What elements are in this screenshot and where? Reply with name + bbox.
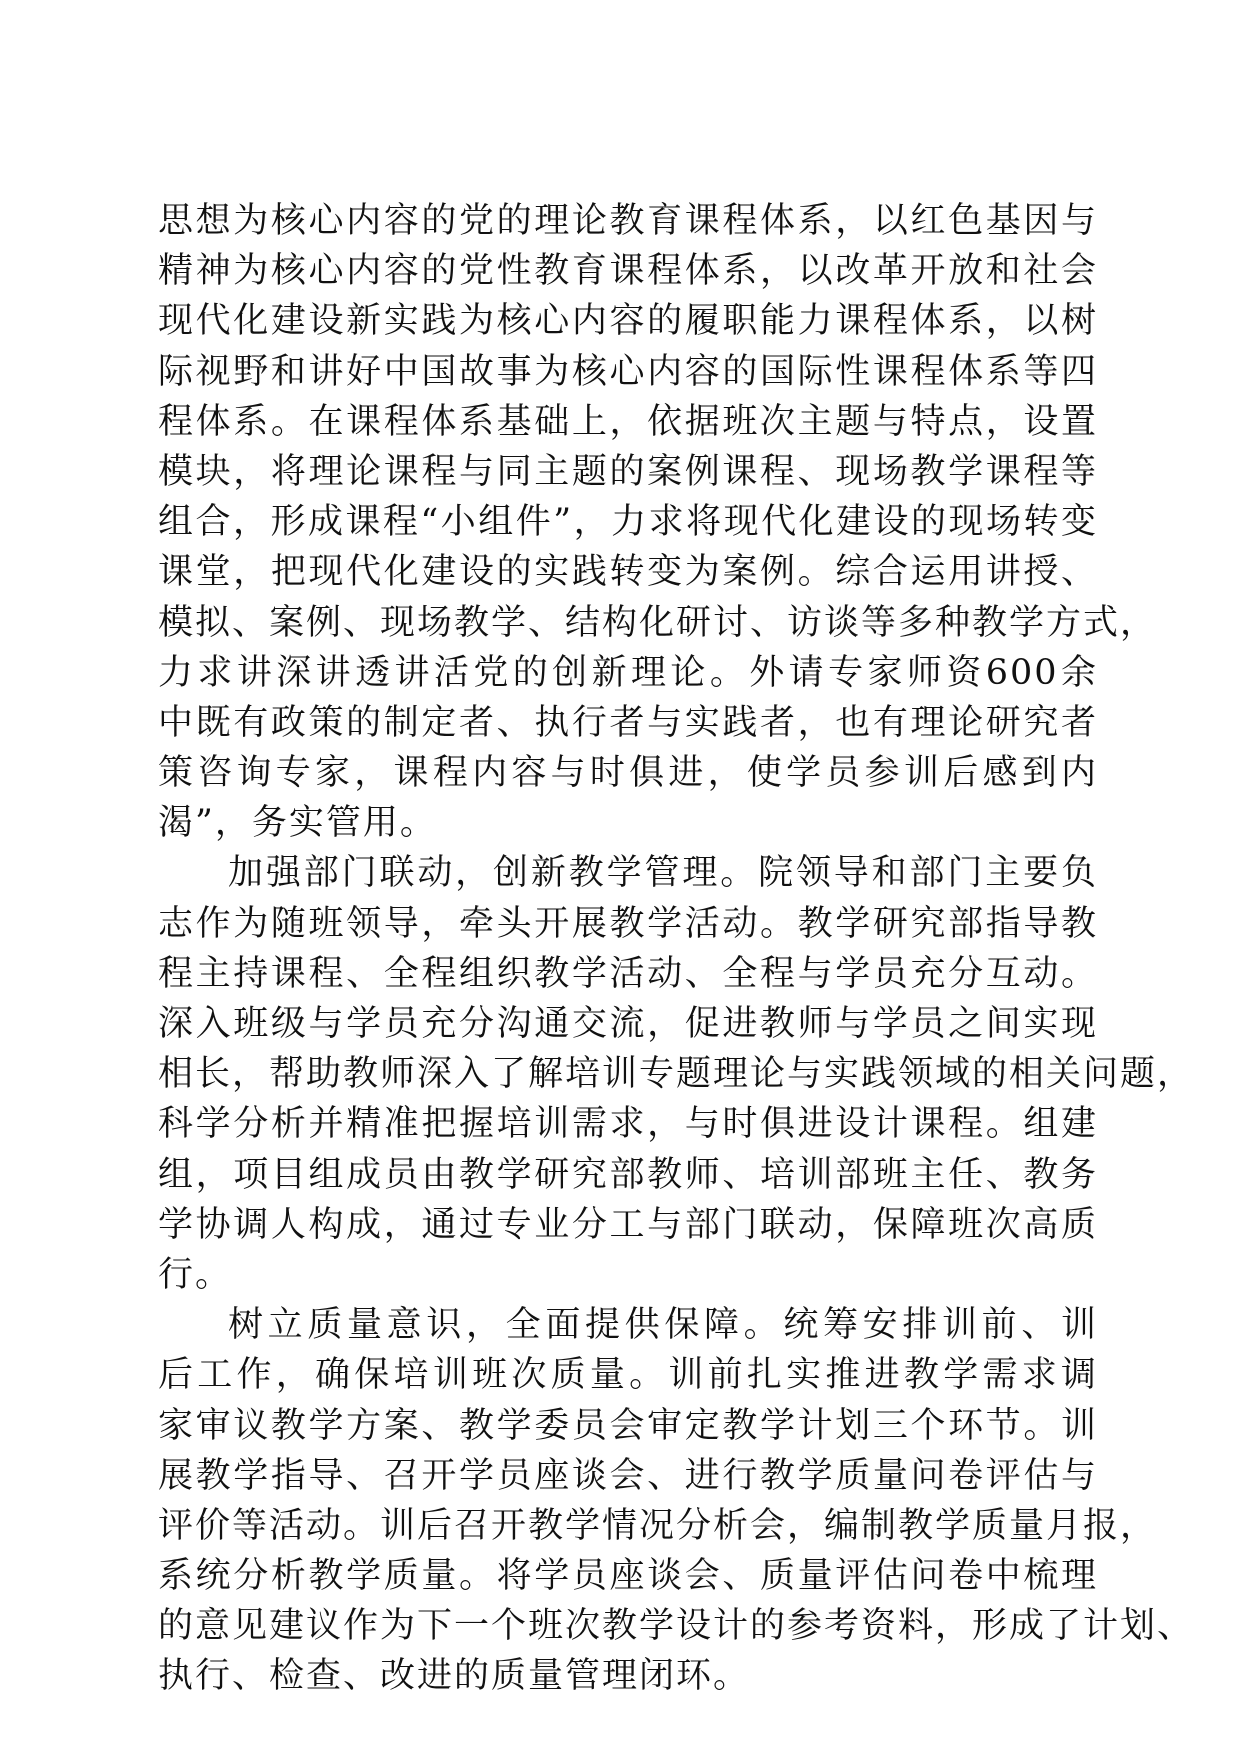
text-line: 组，项目组成员由教学研究部教师、培训部班主任、教务 [158, 1154, 1098, 1195]
text-line: 志作为随班领导，牵头开展教学活动。教学研究部指导教 [158, 903, 1098, 944]
text-line: 程主持课程、全程组织教学活动、全程与学员充分互动。 [158, 953, 1098, 994]
text-line: 组合，形成课程“小组件”，力求将现代化建设的现场转变 [158, 502, 1098, 543]
text-line: 的意见建议作为下一个班次教学设计的参考资料，形成了计划、 [158, 1606, 1195, 1647]
text-line: 模块，将理论课程与同主题的案例课程、现场教学课程等 [158, 451, 1098, 492]
paragraph-2 [158, 848, 1195, 1300]
text-line: 加强部门联动，创新教学管理。院领导和部门主要负 [228, 853, 1098, 894]
text-line: 家审议教学方案、教学委员会审定教学计划三个环节。训 [158, 1405, 1098, 1446]
text-line: 行。 [158, 1254, 233, 1295]
paragraph-3 [158, 1300, 1195, 1702]
text-line: 科学分析并精准把握培训需求，与时俱进设计课程。组建 [158, 1104, 1098, 1145]
text-line: 际视野和讲好中国故事为核心内容的国际性课程体系等四 [158, 351, 1098, 392]
text-line: 执行、检查、改进的质量管理闭环。 [158, 1656, 751, 1697]
body-text [158, 196, 1195, 1702]
text-line: 思想为核心内容的党的理论教育课程体系，以红色基因与 [158, 201, 1098, 241]
text-line: 展教学指导、召开学员座谈会、进行教学质量问卷评估与 [158, 1455, 1098, 1496]
text-line: 深入班级与学员充分沟通交流，促进教师与学员之间实现 [158, 1004, 1098, 1044]
text-line: 模拟、案例、现场教学、结构化研讨、访谈等多种教学方式， [158, 602, 1158, 643]
text-line: 现代化建设新实践为核心内容的履职能力课程体系，以树 [158, 301, 1098, 342]
text-line: 评价等活动。训后召开教学情况分析会，编制教学质量月报， [158, 1505, 1158, 1546]
paragraph-1 [158, 196, 1158, 848]
text-line: 系统分析教学质量。将学员座谈会、质量评估问卷中梳理 [158, 1556, 1098, 1597]
text-line: 渴”，务实管用。 [158, 803, 437, 844]
text-line: 策咨询专家，课程内容与时俱进，使学员参训后感到内 [158, 753, 1098, 794]
text-line: 学协调人构成，通过专业分工与部门联动，保障班次高质 [158, 1204, 1098, 1245]
text-line: 后工作，确保培训班次质量。训前扎实推进教学需求调 [158, 1355, 1098, 1396]
text-line: 精神为核心内容的党性教育课程体系，以改革开放和社会 [158, 251, 1098, 292]
text-line: 树立质量意识，全面提供保障。统筹安排训前、训 [228, 1305, 1098, 1346]
text-line: 程体系。在课程体系基础上，依据班次主题与特点，设置 [158, 401, 1098, 442]
text-line: 中既有政策的制定者、执行者与实践者，也有理论研究者 [158, 702, 1098, 743]
text-line: 相长，帮助教师深入了解培训专题理论与实践领域的相关问题， [158, 1054, 1195, 1095]
text-line: 课堂，把现代化建设的实践转变为案例。综合运用讲授、 [158, 552, 1098, 593]
text-line: 力求讲深讲透讲活党的创新理论。外请专家师资600余 [158, 652, 1098, 693]
